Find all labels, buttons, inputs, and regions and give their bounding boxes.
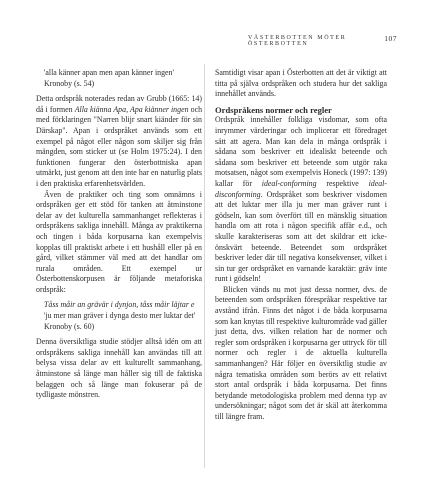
- proverb-quote-1: 'alla känner apan men apan känner ingen': [44, 68, 174, 77]
- column-divider: [204, 64, 205, 468]
- page-number: 107: [384, 34, 397, 43]
- paragraph-norms: Ordspråk innehåller folkliga visdomar, som ofta inrymmer värderingar och implicerar ett föredraget sätt att agera. Man kan dela in många ordspråk i sådana som beskriver ett idealiskt beteende och sådana som beskriver ett beteende som utgör raka motsatsen, något som exempelvis Honeck (1997: 139) kallar för ideal-conforming respektive ideal-disconforming. Ordspråket som beskriver visdomen att det luktar mer illa ju mer man gräver runt i gödseln, kan som överfört till en mänsklig situation handla om att rota i någon specifik affär e.d., och skulle karakteriseras som att det skildrar ett icke-önskvärt beteende. Beteendet som ordspråket beskriver leder där till negativa konsekvenser, vilket i sin tur ger ordspråket en varnande karaktär: gräv inte runt i gödseln!: [215, 115, 387, 284]
- running-header: [248, 34, 397, 46]
- paragraph-blicken: Blicken vänds nu mot just dessa normer, dvs. de beteenden som ordspråken förespråkar respektive tar avstånd ifrån. Finns det något i de båda korpusarna som kan knytas till respektive kulturområde vad gäller just detta, dvs. vilken relation har de normer och regler som ordspråken i korpusarna ger uttryck för till normer och regler i de aktuella kulturella sammanhangen? Här följer en översiktlig studie av några tematiska områden som berörs av ett relativt stort antal ordspråk i båda korpusarna. Det finns betydande metodologiska problem med denna typ av undersökningar; något som det är skäl att återkomma till längre fram.: [215, 284, 388, 421]
- grubb-quote-italic: Alla kiänna Apa, Apa kiänner ingen: [74, 104, 189, 114]
- paragraph-conclusion: Denna översiktliga studie stödjer alltså idén om att ordspråkens sakliga innehåll kan användas till att belysa vissa delar av ett kulturellt sammanhang, åtminstone så länge man håller sig till de faktiska belaggen och så länge man fokuserar på de tydligaste mönstren.: [36, 337, 202, 400]
- paragraph-grubb: Detta ordspråk noterades redan av Grubb (1665: 14) då i formen Alla kiänna Apa, Apa kiänner ingen och med förklaringen "Narren blijr snart kiänder för sin Därskap". Apan i ordspråket används som ett exempel på något eller någon som skiljer sig från mängden, som sticker ut (se Holm 1975:24). I den funktionen fungerar den österbottniska apan utmärkt, just genom att den inte har en naturlig plats i den praktiska erfarenhetsvärlden.: [36, 94, 203, 188]
- proverb-source-2: Kronoby (s. 60): [44, 321, 95, 331]
- paragraph-samtidigt: Samtidigt visar apan i Österbotten att det är viktigt att titta på själva ordspråken och studera hur det sakliga innehållet används.: [215, 68, 387, 99]
- paragraph-practices: Även de praktiker och ting som omnämns i ordspråken ger ett stöd för tanken att åtminstone delar av det kulturella sammanhanget reflekteras i ordspråkens sakliga innehåll. Många av praktikerna och tingen i båda korpusarna kan exempelvis kopplas till praktiskt arbete i ett hushåll eller på en gård, vilket stämmer väl med att det handlar om rurala områden. Ett exempel ur Österbottenskorpusen är följande metaforiska ordspråk:: [36, 189, 202, 294]
- proverb-translation-2: 'ju mer man gräver i dynga desto mer luktar det': [44, 311, 196, 321]
- proverb-quote-2: Tåss måir an grävär i dynjon, tåss måir läjtar e: [44, 300, 195, 310]
- proverb-source-1: Kronoby (s. 54): [44, 78, 95, 88]
- right-column: [215, 68, 387, 423]
- section-heading: Ordspråkens normer och regler: [215, 104, 332, 115]
- left-column: [36, 68, 202, 401]
- running-title: VÄSTERBOTTEN MÖTER ÖSTERBOTTEN: [248, 35, 347, 47]
